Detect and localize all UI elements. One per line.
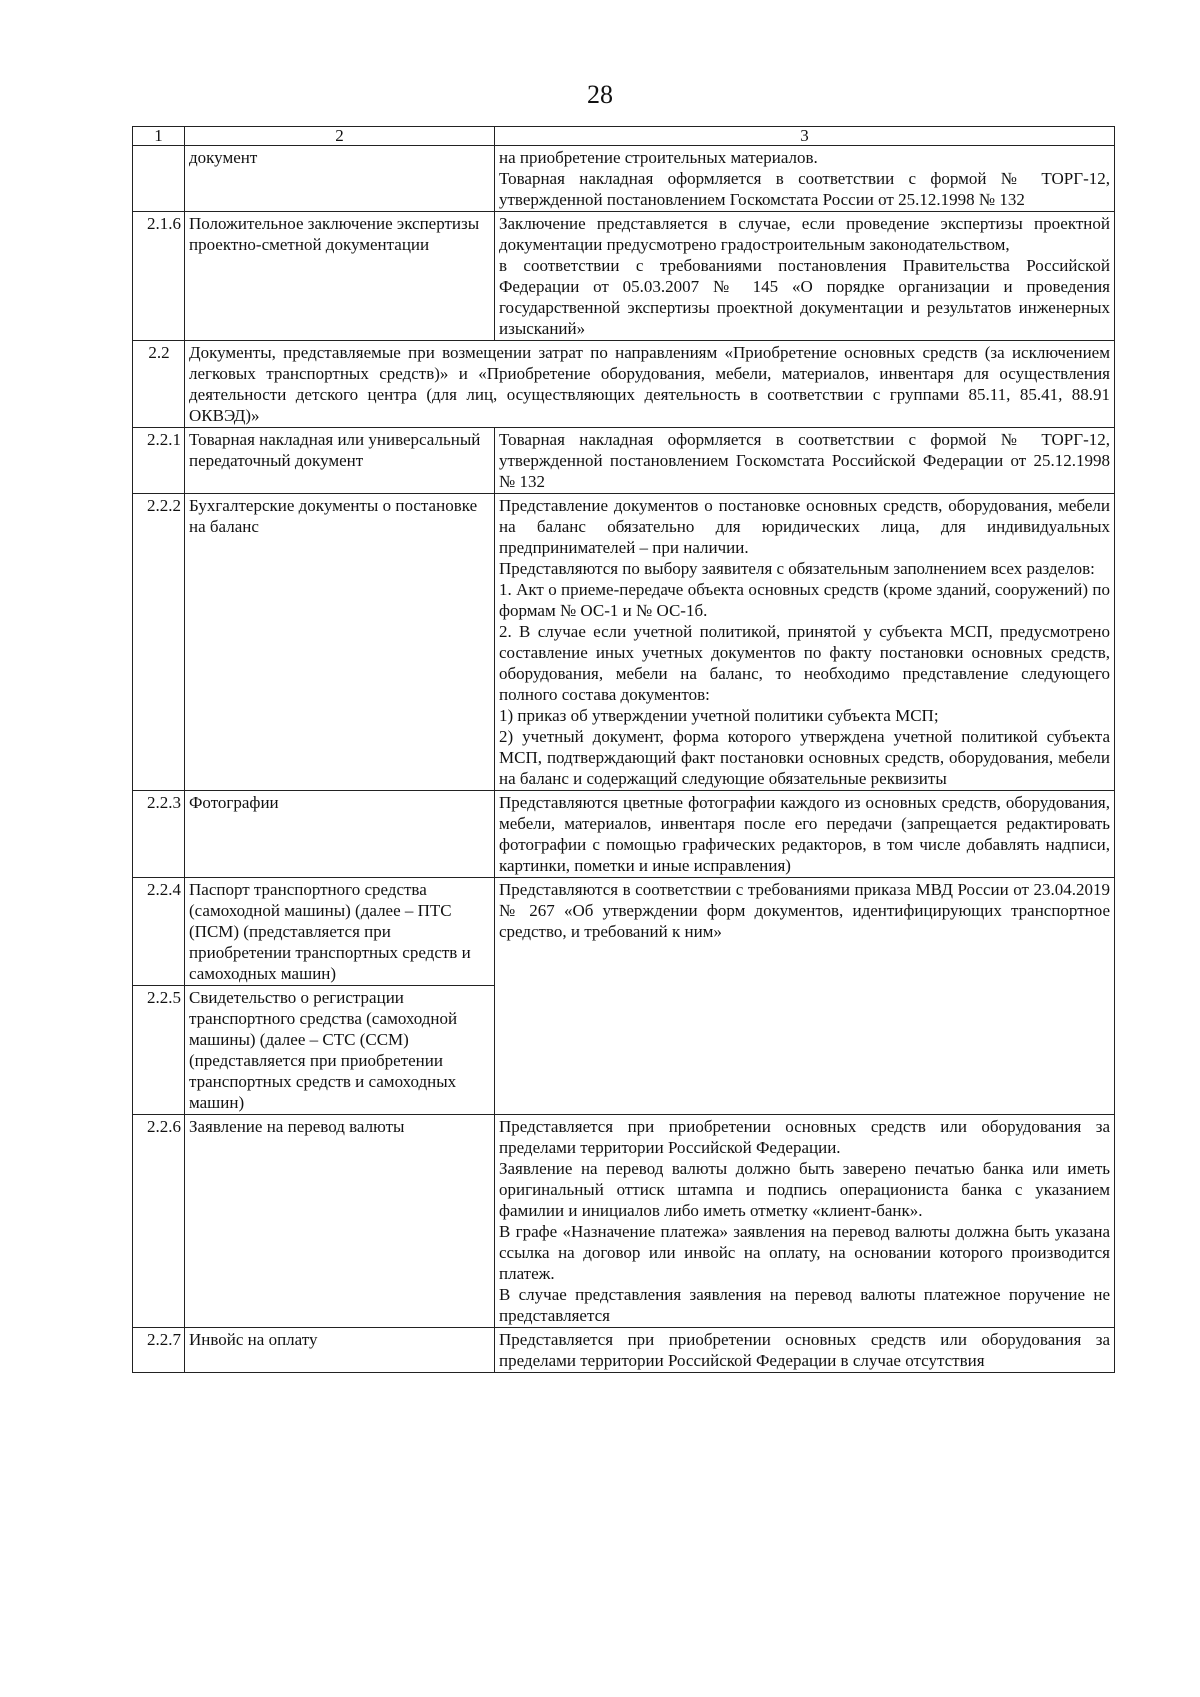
description-paragraph: 1) приказ об утверждении учетной политики субъекта МСП;	[499, 706, 939, 725]
section-heading: Документы, представляемые при возмещении затрат по направлениям «Приобретение основных средств (за исключением легковых транспортных средств)» и «Приобретение оборудования, мебели, материалов, инвентаря для осуществления деятельности детского центра (для лиц, осуществляющих деятельность в соответствии с группами 85.11, 85.41, 88.91 ОКВЭД)»	[185, 341, 1115, 428]
row-number: 2.2.3	[133, 791, 185, 878]
document-name: Заявление на перевод валюты	[185, 1115, 495, 1328]
section-row	[133, 341, 1115, 428]
table-row	[133, 146, 1115, 212]
row-number: 2.2	[133, 341, 185, 428]
description-paragraph: на приобретение строительных материалов.	[499, 148, 818, 167]
description-paragraph: Товарная накладная оформляется в соответствии с формой № ТОРГ-12, утвержденной постановлением Госкомстата Российской Федерации от 25.12.1998 № 132	[499, 430, 1110, 491]
description-paragraph: Заявление на перевод валюты должно быть заверено печатью банка или иметь оригинальный оттиск штампа и подпись операциониста банка с указанием фамилии и инициалов либо иметь отметку «клиент-банк».	[499, 1159, 1110, 1220]
document-name: Паспорт транспортного средства (самоходной машины) (далее – ПТС (ПСМ) (представляется при приобретении транспортных средств и самоходных машин)	[185, 878, 495, 986]
description-paragraph: Товарная накладная оформляется в соответствии с формой № ТОРГ-12, утвержденной постановлением Госкомстата России от 25.12.1998 № 132	[499, 169, 1110, 209]
column-header: 1	[133, 127, 185, 146]
document-name: Фотографии	[185, 791, 495, 878]
row-number: 2.2.1	[133, 428, 185, 494]
document-name: Товарная накладная или универсальный передаточный документ	[185, 428, 495, 494]
table-header-row	[133, 127, 1115, 146]
table-row	[133, 791, 1115, 878]
table-row	[133, 1115, 1115, 1328]
description-paragraph: Заключение представляется в случае, если проведение экспертизы проектной документации предусмотрено градостроительным законодательством,	[499, 214, 1110, 254]
description-paragraph: Представляются по выбору заявителя с обязательным заполнением всех разделов:	[499, 559, 1095, 578]
description-paragraph: В графе «Назначение платежа» заявления на перевод валюты должна быть указана ссылка на договор или инвойс на оплату, на основании которого производится платеж.	[499, 1222, 1110, 1283]
document-name: Бухгалтерские документы о постановке на баланс	[185, 494, 495, 791]
document-name: документ	[185, 146, 495, 212]
document-description	[495, 494, 1115, 791]
row-number: 2.1.6	[133, 212, 185, 341]
row-number	[133, 146, 185, 212]
document-name: Положительное заключение экспертизы проектно-сметной документации	[185, 212, 495, 341]
description-paragraph: Представление документов о постановке основных средств, оборудования, мебели на баланс обязательно для юридических лица, для индивидуальных предпринимателей – при наличии.	[499, 496, 1110, 557]
table-row	[133, 212, 1115, 341]
description-paragraph: 2) учетный документ, форма которого утверждена учетной политикой субъекта МСП, подтверждающий факт постановки основных средств, оборудования, мебели на баланс и содержащий следующие обязательные реквизиты	[499, 727, 1110, 788]
row-number: 2.2.5	[133, 986, 185, 1115]
document-description	[495, 878, 1115, 1115]
row-number: 2.2.6	[133, 1115, 185, 1328]
requirements-table	[132, 126, 1115, 1373]
document-description	[495, 791, 1115, 878]
description-paragraph: Представляется при приобретении основных средств или оборудования за пределами территории Российской Федерации.	[499, 1117, 1110, 1157]
column-header: 2	[185, 127, 495, 146]
table-row	[133, 494, 1115, 791]
document-description	[495, 1115, 1115, 1328]
document-description	[495, 146, 1115, 212]
document-name: Инвойс на оплату	[185, 1328, 495, 1373]
description-paragraph: В случае представления заявления на перевод валюты платежное поручение не представляется	[499, 1285, 1110, 1325]
row-number: 2.2.4	[133, 878, 185, 986]
table-row	[133, 428, 1115, 494]
document-description	[495, 212, 1115, 341]
document-description	[495, 428, 1115, 494]
description-paragraph: Представляются цветные фотографии каждого из основных средств, оборудования, мебели, материалов, инвентаря после его передачи (запрещается редактировать фотографии с помощью графических редакторов, в том числе добавлять надписи, картинки, пометки и иные исправления)	[499, 793, 1110, 875]
description-paragraph: Представляется при приобретении основных средств или оборудования за пределами территории Российской Федерации в случае отсутствия	[499, 1330, 1110, 1370]
document-name: Свидетельство о регистрации транспортного средства (самоходной машины) (далее – СТС (ССМ) (представляется при приобретении транспортных средств и самоходных машин)	[185, 986, 495, 1115]
row-number: 2.2.2	[133, 494, 185, 791]
description-paragraph: Представляются в соответствии с требованиями приказа МВД России от 23.04.2019 № 267 «Об утверждении форм документов, идентифицирующих транспортное средство, и требований к ним»	[499, 880, 1110, 941]
description-paragraph: 1. Акт о приеме-передаче объекта основных средств (кроме зданий, сооружений) по формам № ОС-1 и № ОС-1б.	[499, 580, 1110, 620]
table-row	[133, 1328, 1115, 1373]
description-paragraph: в соответствии с требованиями постановления Правительства Российской Федерации от 05.03.2007 № 145 «О порядке организации и проведения государственной экспертизы проектной документации и результатов инженерных изысканий»	[499, 256, 1110, 338]
table-row	[133, 878, 1115, 986]
document-description	[495, 1328, 1115, 1373]
description-paragraph: 2. В случае если учетной политикой, принятой у субъекта МСП, предусмотрено составление иных учетных документов по факту постановки основных средств, оборудования, мебели на баланс, то необходимо представление следующего полного состава документов:	[499, 622, 1110, 704]
row-number: 2.2.7	[133, 1328, 185, 1373]
page-number: 28	[587, 80, 613, 109]
column-header: 3	[495, 127, 1115, 146]
